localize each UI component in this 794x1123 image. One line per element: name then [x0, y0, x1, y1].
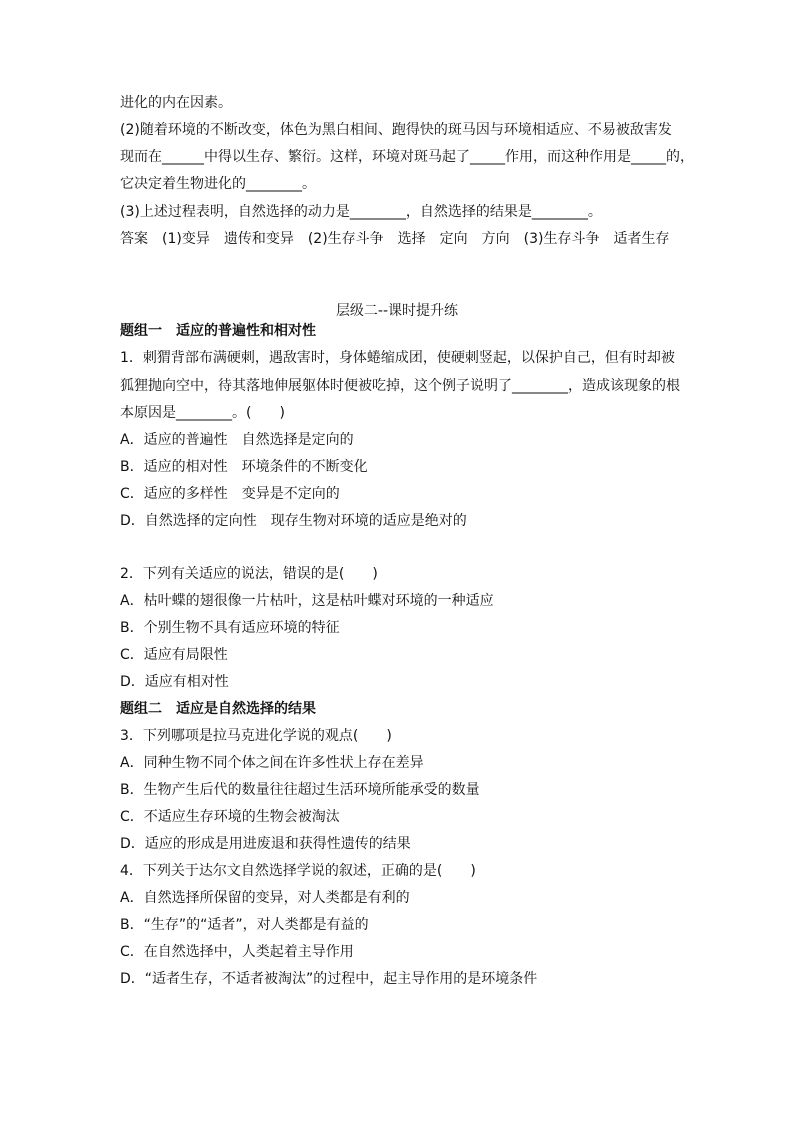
option-item: B．“生存”的“适者”，对人类都是有益的: [120, 917, 369, 933]
question-line: 3．下列哪项是拉马克进化学说的观点( ): [120, 728, 392, 744]
option-item: B．个别生物不具有适应环境的特征: [120, 620, 340, 636]
question-line: 狐狸抛向空中，待其落地伸展躯体时便被吃掉，这个例子说明了________，造成该现象的根: [120, 378, 680, 394]
option-item: A．同种生物不同个体之间在许多性状上存在差异: [120, 755, 424, 771]
option-item: C．不适应生存环境的生物会被淘汰: [120, 809, 340, 825]
option-item: B．生物产生后代的数量往往超过生活环境所能承受的数量: [120, 782, 480, 798]
option-item: D．适应的形成是用进废退和获得性遗传的结果: [120, 836, 411, 852]
option-item: D．适应有相对性: [120, 674, 229, 690]
option-item: C．适应有局限性: [120, 647, 228, 663]
text-line: 现而在______中得以生存、繁衍。这样，环境对斑马起了_____作用，而这种作用是_____的，: [120, 149, 694, 165]
option-item: C．在自然选择中，人类起着主导作用: [120, 944, 354, 960]
answer-line: 答案 (1)变异 遗传和变异 (2)生存斗争 选择 定向 方向 (3)生存斗争 适者生存: [120, 231, 670, 247]
option-item: A．枯叶蝶的翅很像一片枯叶，这是枯叶蝶对环境的一种适应: [120, 593, 494, 609]
group-title: 题组一 适应的普遍性和相对性: [120, 323, 316, 339]
question-line: 本原因是________。( ): [120, 405, 285, 421]
question-line: 4．下列关于达尔文自然选择学说的叙述，正确的是( ): [120, 863, 476, 879]
text-line: 它决定着生物进化的________。: [120, 176, 316, 192]
option-item: C．适应的多样性 变异是不定向的: [120, 486, 340, 502]
option-item: D．自然选择的定向性 现存生物对环境的适应是绝对的: [120, 513, 467, 529]
text-line: (2)随着环境的不断改变，体色为黑白相间、跑得快的斑马因与环境相适应、不易被敌害发: [120, 122, 672, 138]
text-line: 进化的内在因素。: [120, 95, 232, 111]
group-title: 题组二 适应是自然选择的结果: [120, 701, 316, 717]
option-item: A．适应的普遍性 自然选择是定向的: [120, 432, 354, 448]
option-item: D．“适者生存，不适者被淘汰”的过程中，起主导作用的是环境条件: [120, 971, 538, 987]
option-item: B．适应的相对性 环境条件的不断变化: [120, 459, 368, 475]
option-item: A．自然选择所保留的变异，对人类都是有利的: [120, 890, 410, 906]
question-line: 1．刺猬背部布满硬刺，遇敌害时，身体蜷缩成团，使硬刺竖起，以保护自己，但有时却被: [120, 350, 675, 366]
question-line: 2．下列有关适应的说法，错误的是( ): [120, 566, 378, 582]
text-line: (3)上述过程表明，自然选择的动力是________，自然选择的结果是________。: [120, 204, 602, 220]
section-heading: 层级二--课时提升练: [335, 303, 459, 319]
